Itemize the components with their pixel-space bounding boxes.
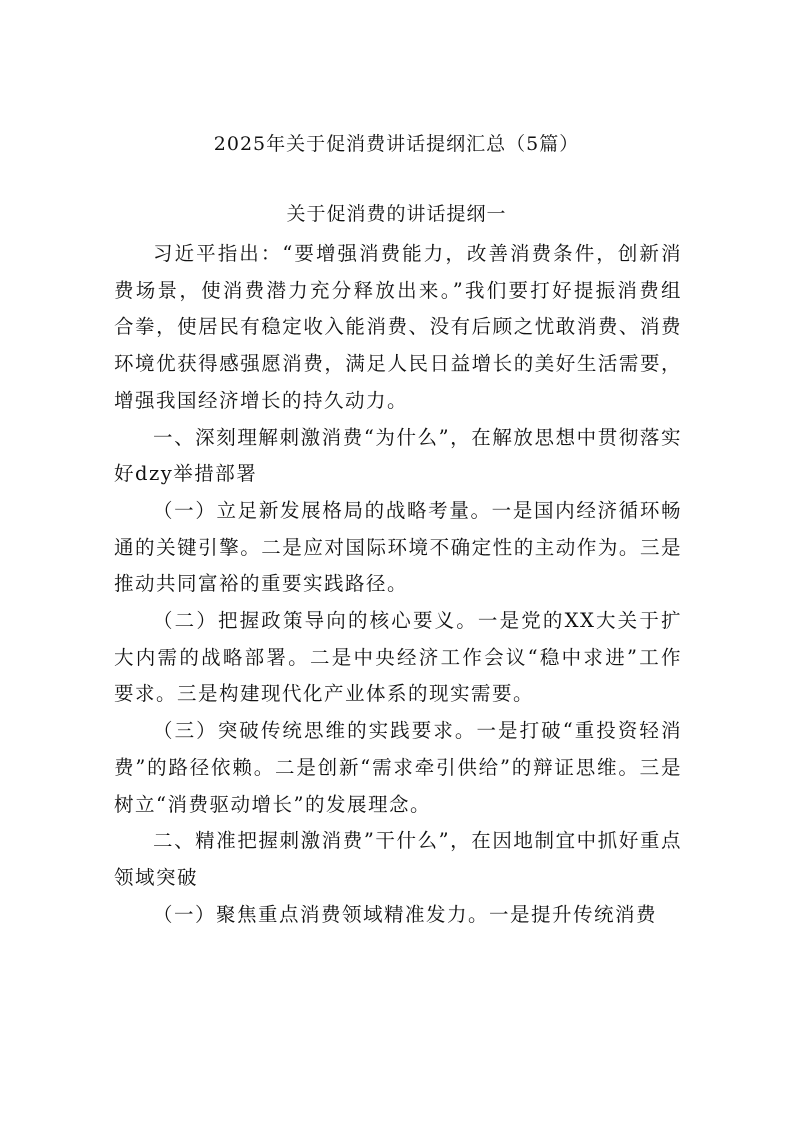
paragraph-intro: 习近平指出：“要增强消费能力，改善消费条件，创新消费场景，使消费潜力充分释放出来。”我们要打好提振消费组合拳，使居民有稳定收入能消费、没有后顾之忧敢消费、消费环境优获得感强愿消费，满足人民日益增长的美好生活需要，增强我国经济增长的持久动力。 [114,242,682,412]
paragraph-1-2: （二）把握政策导向的核心要义。一是党的XX大关于扩大内需的战略部署。二是中央经济工作会议“稳中求进”工作要求。三是构建现代化产业体系的现实需要。 [114,609,682,706]
document-title: 2025年关于促消费讲话提纲汇总（5篇） [213,133,580,155]
document-body [114,236,682,933]
section-title: 关于促消费的讲话提纲一 [286,203,507,225]
paragraph-2-1: （一）聚焦重点消费领域精准发力。一是提升传统消费 [153,902,658,926]
paragraph-1-1: （一）立足新发展格局的战略考量。一是国内经济循环畅通的关键引擎。二是应对国际环境不确定性的主动作为。三是推动共同富裕的重要实践路径。 [114,498,682,596]
heading-part-one: 一、深刻理解刺激消费“为什么”，在解放思想中贯彻落实好dzy举措部署 [114,425,682,486]
heading-part-two: 二、精准把握刺激消费”干什么”，在因地制宜中抓好重点领域突破 [114,829,682,889]
paragraph-1-3: （三）突破传统思维的实践要求。一是打破“重投资轻消费”的路径依赖。二是创新“需求牵引供给”的辩证思维。三是树立“消费驱动增长”的发展理念。 [114,719,682,816]
